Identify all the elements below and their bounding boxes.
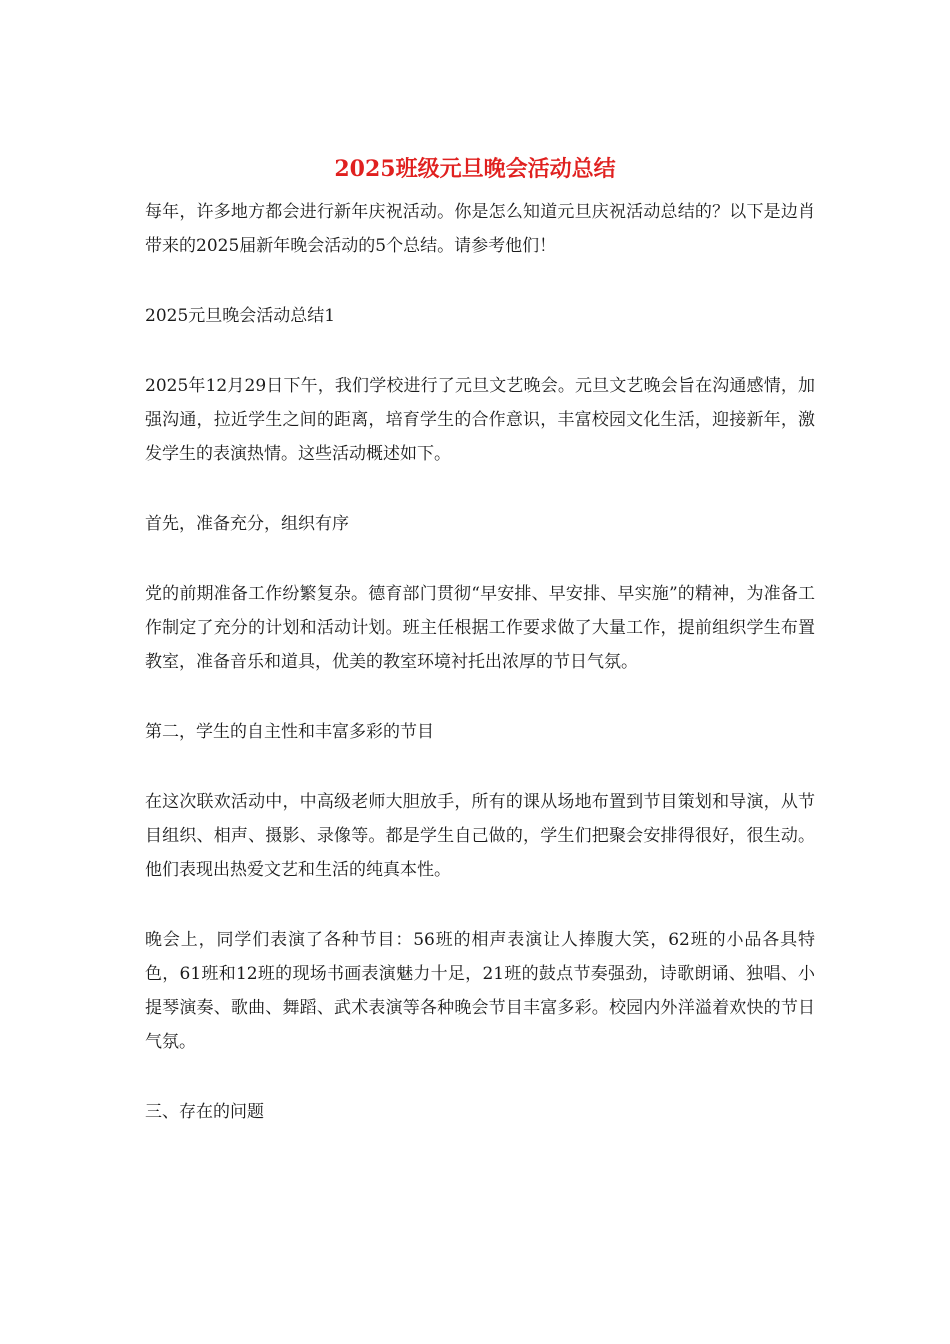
- section-heading: 2025元旦晚会活动总结1: [145, 306, 336, 326]
- body-paragraph: 晚会上，同学们表演了各种节目：56班的相声表演让人捧腹大笑，62班的小品各具特色，61班和12班的现场书画表演魅力十足，21班的鼓点节奏强劲，诗歌朗诵、独唱、小提琴演奏、歌曲、舞蹈、武术表演等各种晚会节目丰富多彩。校园内外洋溢着欢快的节日气氛。: [145, 930, 815, 1052]
- subsection-heading: 第二，学生的自主性和丰富多彩的节目: [145, 722, 434, 742]
- body-paragraph: 党的前期准备工作纷繁复杂。德育部门贯彻“早安排、早安排、早实施”的精神，为准备工作制定了充分的计划和活动计划。班主任根据工作要求做了大量工作，提前组织学生布置教室，准备音乐和道具，优美的教室环境衬托出浓厚的节日气氛。: [145, 584, 815, 672]
- intro-paragraph: 每年，许多地方都会进行新年庆祝活动。你是怎么知道元旦庆祝活动总结的？以下是边肖带来的2025届新年晚会活动的5个总结。请参考他们！: [145, 202, 815, 256]
- subsection-heading: 首先，准备充分，组织有序: [145, 514, 349, 534]
- body-paragraph: 2025年12月29日下午，我们学校进行了元旦文艺晚会。元旦文艺晚会旨在沟通感情，加强沟通，拉近学生之间的距离，培育学生的合作意识，丰富校园文化生活，迎接新年，激发学生的表演热情。这些活动概述如下。: [145, 376, 815, 464]
- subsection-heading: 三、存在的问题: [145, 1102, 264, 1122]
- body-paragraph: 在这次联欢活动中，中高级老师大胆放手，所有的课从场地布置到节目策划和导演，从节目组织、相声、摄影、录像等。都是学生自己做的，学生们把聚会安排得很好，很生动。他们表现出热爱文艺和生活的纯真本性。: [145, 792, 815, 880]
- document-title: 2025班级元旦晚会活动总结: [334, 156, 616, 182]
- document-body: [145, 195, 815, 1165]
